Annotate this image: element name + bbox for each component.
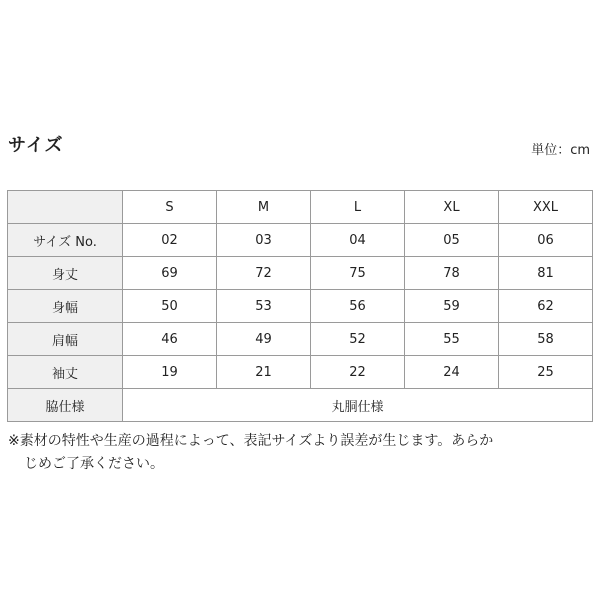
table-cell: 25 — [499, 356, 593, 389]
row-label: 身幅 — [8, 290, 123, 323]
table-row — [8, 356, 593, 389]
header-size-xxl: XXL — [499, 191, 593, 224]
header-corner-cell — [8, 191, 123, 224]
row-label: 肩幅 — [8, 323, 123, 356]
table-cell: 19 — [123, 356, 217, 389]
table-cell: 53 — [217, 290, 311, 323]
header-size-l: L — [311, 191, 405, 224]
table-cell: 75 — [311, 257, 405, 290]
table-row — [8, 224, 593, 257]
table-cell: 55 — [405, 323, 499, 356]
unit-label: 単位：cm — [531, 143, 590, 158]
table-cell: 58 — [499, 323, 593, 356]
table-cell: 05 — [405, 224, 499, 257]
table-cell: 46 — [123, 323, 217, 356]
table-cell: 03 — [217, 224, 311, 257]
table-cell: 02 — [123, 224, 217, 257]
table-cell: 06 — [499, 224, 593, 257]
table-cell: 69 — [123, 257, 217, 290]
table-cell: 22 — [311, 356, 405, 389]
size-table — [7, 190, 593, 422]
table-row — [8, 290, 593, 323]
table-cell: 59 — [405, 290, 499, 323]
table-cell: 24 — [405, 356, 499, 389]
table-cell: 50 — [123, 290, 217, 323]
row-label: 袖丈 — [8, 356, 123, 389]
table-cell: 62 — [499, 290, 593, 323]
header-size-s: S — [123, 191, 217, 224]
header-row — [8, 191, 593, 224]
row-label: 身丈 — [8, 257, 123, 290]
table-cell: 81 — [499, 257, 593, 290]
note-line-2: じめご了承ください。 — [24, 456, 164, 472]
table-row — [8, 257, 593, 290]
page-title: サイズ — [8, 135, 64, 156]
table-cell: 72 — [217, 257, 311, 290]
header-size-m: M — [217, 191, 311, 224]
table-cell: 49 — [217, 323, 311, 356]
side-spec-row — [8, 389, 593, 422]
table-cell: 04 — [311, 224, 405, 257]
table-cell: 78 — [405, 257, 499, 290]
row-label: サイズ No. — [8, 224, 123, 257]
table-row — [8, 323, 593, 356]
note-line-1: ※素材の特性や生産の過程によって、表記サイズより誤差が生じます。あらか — [8, 433, 494, 449]
table-cell: 52 — [311, 323, 405, 356]
side-spec-label: 脇仕様 — [8, 389, 123, 422]
table-cell: 21 — [217, 356, 311, 389]
side-spec-value: 丸胴仕様 — [123, 389, 593, 422]
size-note — [8, 430, 592, 476]
header-size-xl: XL — [405, 191, 499, 224]
table-cell: 56 — [311, 290, 405, 323]
